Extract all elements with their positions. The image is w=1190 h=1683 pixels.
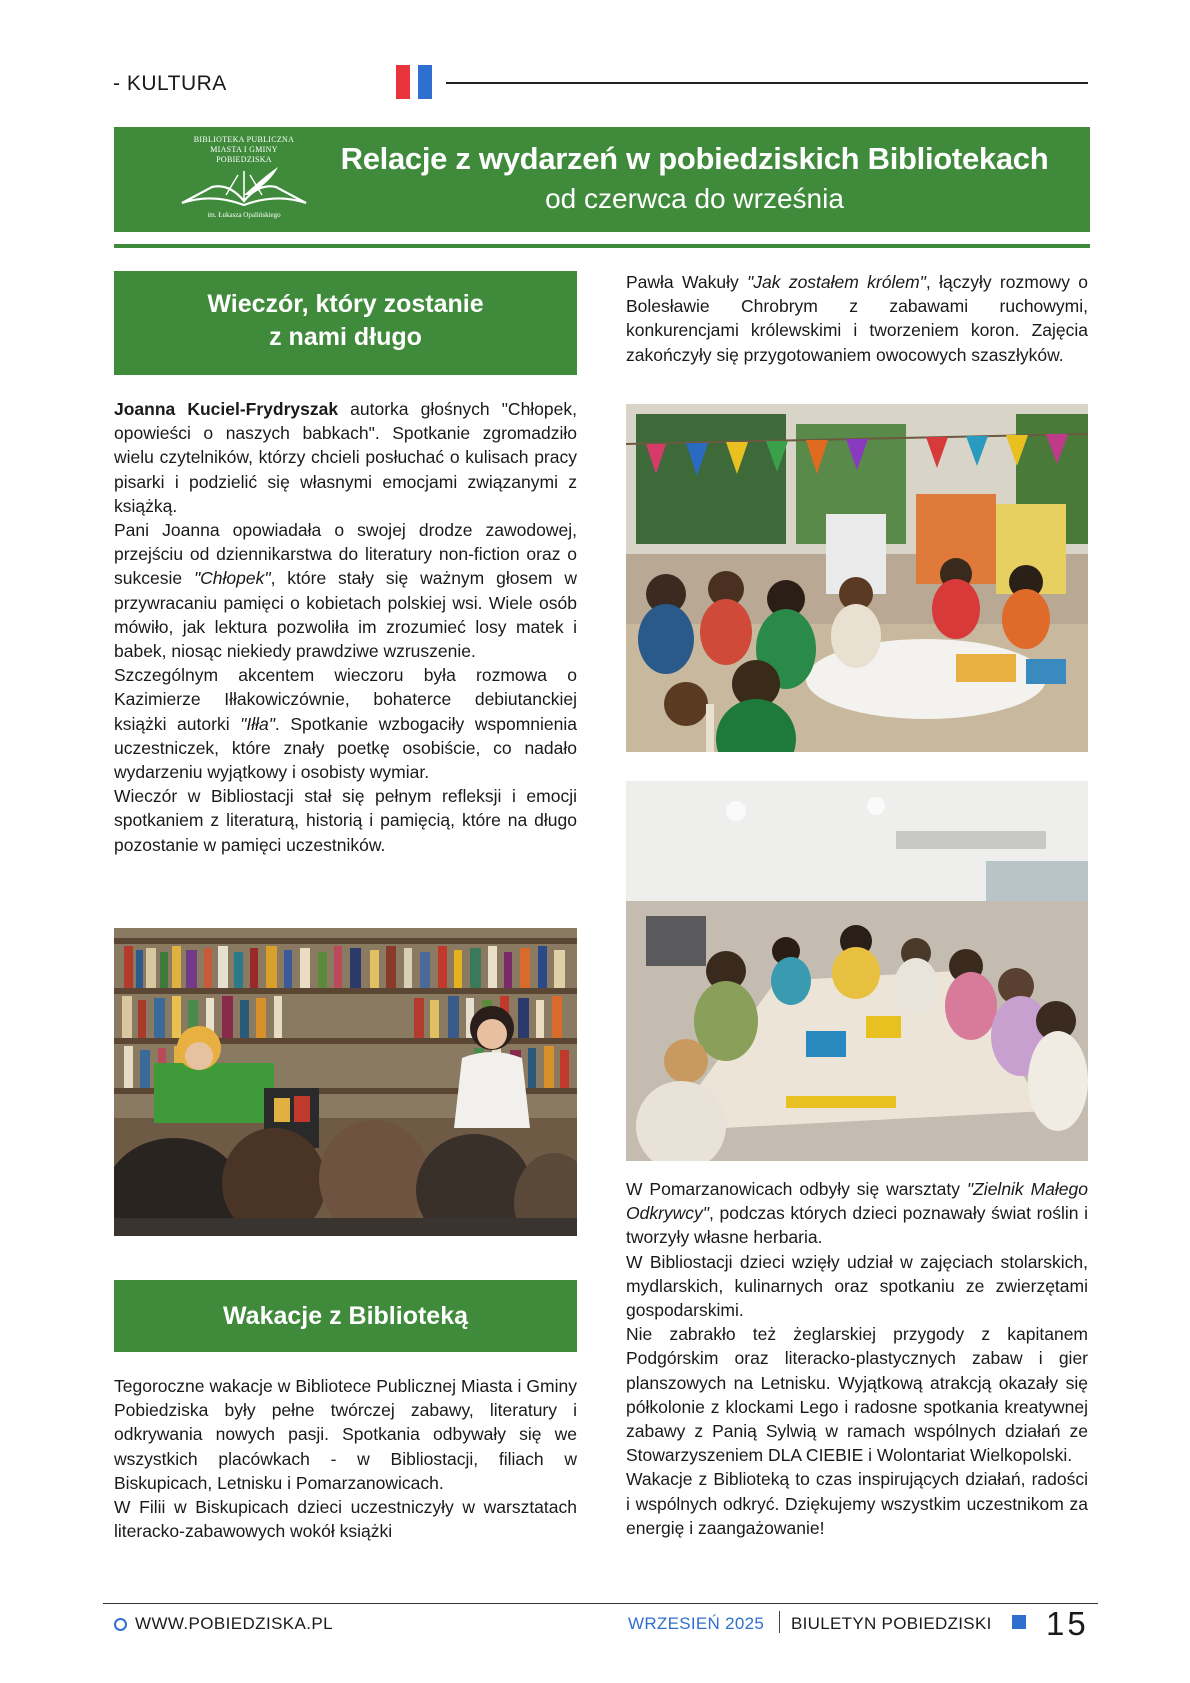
- article-holidays-continuation: [626, 270, 1088, 367]
- website-link[interactable]: WWW.POBIEDZISKA.PL: [135, 1614, 334, 1633]
- logo-line-2: MIASTA I GMINY: [210, 145, 278, 154]
- photo-author-meeting: [114, 928, 577, 1236]
- header-rule: [446, 82, 1088, 84]
- author-name: Joanna Kuciel-Frydryszak: [114, 399, 339, 419]
- paragraph: Wieczór w Bibliostacji stał się pełnym refleksji i emocji spotkaniem z literaturą, historią i pamięcią, które na długo pozostanie w pamięci uczestników.: [114, 786, 577, 855]
- text-run: Pawła Wakuły: [626, 272, 748, 292]
- paragraph: W Bibliostacji dzieci wzięły udział w zajęciach stolarskich, mydlarskich, kulinarnych oraz spotkaniu ze zwierzętami gospodarskimi.: [626, 1251, 1088, 1321]
- footer-separator: [779, 1611, 780, 1633]
- flag-red-bar: [396, 65, 410, 99]
- book-title: "Jak zostałem królem": [747, 272, 926, 292]
- paragraph: Nie zabrakło też żeglarskiej przygody z kapitanem Podgórskim oraz literacko-plastycznych zabaw i gier planszowych na Letnisku. Wyjątkową atrakcją okazały się półkolonie z klockami Lego i radosne spotkania kreatywnej zabawy z Panią Sylwią w ramach wspólnych działań ze Stowarzyszeniem DLA CIEBIE i Wolontariat Wielkopolski.: [626, 1324, 1088, 1466]
- square-icon: [1012, 1615, 1026, 1629]
- globe-icon: [114, 1618, 127, 1631]
- flag-blue-bar: [418, 65, 432, 99]
- section-heading-evening: [114, 271, 577, 375]
- photo-children-workshop: [626, 404, 1088, 752]
- open-book-quill-icon: [174, 165, 314, 209]
- logo-line-1: BIBLIOTEKA PUBLICZNA: [193, 135, 295, 144]
- article-evening-text: [114, 397, 577, 857]
- logo-line-3: POBIEDZISKA: [216, 155, 272, 164]
- article-holidays-closing: [626, 1177, 1088, 1540]
- paragraph: Tegoroczne wakacje w Bibliotece Publicznej Miasta i Gminy Pobiedziska były pełne twórczej zabawy, literatury i odkrywania nowych pasji. Spotkania odbywały się we wszystkich placówkach - w Bibliostacji, filiach w Biskupicach, Letnisku i Pomarzanowicach.: [114, 1376, 577, 1493]
- photo-children-table: [626, 781, 1088, 1161]
- section-label: - KULTURA: [113, 72, 227, 95]
- paragraph: W Filii w Biskupicach dzieci uczestniczyły w warsztatach literacko-zabawowych wokół książki: [114, 1497, 577, 1542]
- article-holidays-text: [114, 1374, 577, 1543]
- text-run: , które stały się ważnym głosem w przywracaniu pamięci o kobietach polskiej wsi. Wiele osób mówiło, jak lektura pozwoliła im zrozumieć losy matek i babek, niosąc niekiedy prawdziwe wzruszenie.: [114, 568, 577, 662]
- text-run: . Spotkanie wzbogaciły wspomnienia uczestniczek, które znały poetkę osobiście, co nadało wydarzeniu wyjątkowy i osobisty wymiar.: [114, 713, 577, 783]
- heading-line-1: Wieczór, który zostanie: [207, 290, 484, 318]
- section-heading-holidays: Wakacje z Biblioteką: [114, 1280, 577, 1352]
- heading-line-2: z nami długo: [269, 323, 422, 351]
- workshop-title: "Zielnik Małego Odkrywcy": [626, 1179, 1088, 1224]
- paragraph: [114, 663, 577, 784]
- logo-subtitle: im. Łukasza Opalińskiego: [207, 211, 281, 219]
- paragraph: [114, 397, 577, 518]
- page-subtitle: od czerwca do września: [545, 183, 844, 214]
- page-number: 15: [1046, 1605, 1089, 1642]
- text-run: W Pomarzanowicach odbyły się warsztaty: [626, 1179, 967, 1199]
- paragraph: [626, 270, 1088, 367]
- paragraph: Wakacje z Biblioteką to czas inspirujących działań, radości i wspólnych odkryć. Dziękujemy wszystkim uczestnikom za energię i zaangażowanie!: [626, 1469, 1088, 1538]
- text-run: autorka głośnych "Chłopek, opowieści o naszych babkach". Spotkanie zgromadziło wielu czytelników, którzy chcieli posłuchać o kulisach pracy pisarki i podzielić się własnymi emocjami związanymi z książką.: [114, 399, 577, 516]
- text-run: Pani Joanna opowiadała o swojej drodze zawodowej, przejściu od dziennikarstwa do literatury non-fiction oraz o sukcesie: [114, 520, 577, 589]
- footer-rule: [103, 1603, 1098, 1604]
- footer-website[interactable]: [114, 1614, 333, 1634]
- text-run: Szczególnym akcentem wieczoru była rozmowa o Kazimierze Iłłakowiczównie, bohaterce debiutanckiej książki autorki: [114, 665, 577, 734]
- paragraph: [626, 1177, 1088, 1250]
- text-run: , podczas których dzieci poznawały świat roślin i tworzyły własne herbaria.: [626, 1203, 1088, 1248]
- page-title: Relacje z wydarzeń w pobiedziskich Bibliotekach: [340, 141, 1049, 176]
- text-run: , łączyły rozmowy o Bolesławie Chrobrym z zabawami ruchowymi, konkurencjami królewskimi i tworzeniem koron. Zajęcia zakończyły się przygotowaniem owocowych szaszłyków.: [626, 272, 1089, 365]
- title-banner: [114, 127, 1090, 232]
- banner-underline: [114, 244, 1090, 248]
- book-title: "Chłopek": [193, 568, 271, 589]
- footer-publication: BIULETYN POBIEDZISKI: [791, 1614, 992, 1633]
- footer-issue-date: WRZESIEŃ 2025: [628, 1614, 765, 1633]
- book-title: "Iłła": [240, 713, 275, 734]
- paragraph: [114, 518, 577, 663]
